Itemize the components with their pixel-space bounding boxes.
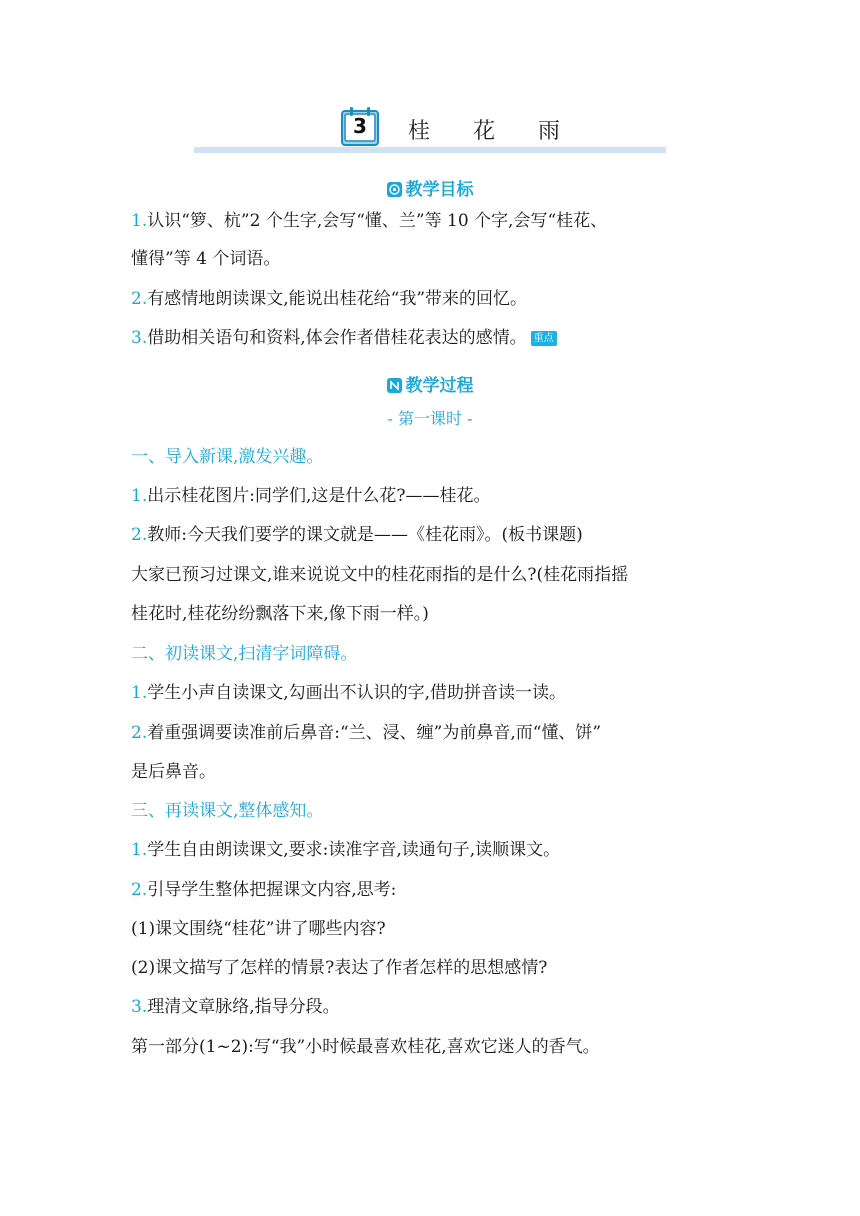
section-3-question-2: (2)课文描写了怎样的情景?表达了作者怎样的思想感情? xyxy=(131,958,548,978)
section-2-item-2: 2.着重强调要读准前后鼻音:“兰、浸、缠”为前鼻音,而“懂、饼” xyxy=(131,723,602,743)
section-2-title: 二、初读课文,扫清字词障碍。 xyxy=(131,644,358,664)
process-icon xyxy=(387,378,402,393)
process-heading-label: 教学过程 xyxy=(405,376,474,396)
goal-item-1: 1.认识“箩、杭”2 个生字,会写“懂、兰”等 10 个字,会写“桂花、 xyxy=(131,211,608,231)
section-3-title: 三、再读课文,整体感知。 xyxy=(131,801,324,821)
period-subtitle: - 第一课时 - xyxy=(387,409,473,428)
section-1-paragraph-cont: 桂花时,桂花纷纷飘落下来,像下雨一样。) xyxy=(131,604,429,624)
title-underline xyxy=(194,147,666,153)
goal-item-2: 2.有感情地朗读课文,能说出桂花给“我”带来的回忆。 xyxy=(131,289,528,309)
section-1-item-2: 2.教师:今天我们要学的课文就是——《桂花雨》。(板书课题) xyxy=(131,525,583,545)
process-heading xyxy=(0,371,860,396)
goals-heading-label: 教学目标 xyxy=(405,180,474,200)
section-3-item-2: 2.引导学生整体把握课文内容,思考: xyxy=(131,880,397,900)
goal-item-1-cont: 懂得”等 4 个词语。 xyxy=(131,249,281,269)
section-2-item-1: 1.学生小声自读课文,勾画出不认识的字,借助拼音读一读。 xyxy=(131,683,567,703)
section-3-item-3: 3.理清文章脉络,指导分段。 xyxy=(131,997,340,1017)
target-icon xyxy=(387,182,402,197)
lesson-title-block xyxy=(0,98,860,158)
section-1-title: 一、导入新课,激发兴趣。 xyxy=(131,447,324,467)
section-3-part-1: 第一部分(1~2):写“我”小时候最喜欢桂花,喜欢它迷人的香气。 xyxy=(131,1037,600,1057)
lesson-title: 桂 花 雨 xyxy=(408,119,578,144)
section-3-question-1: (1)课文围绕“桂花”讲了哪些内容? xyxy=(131,919,386,939)
lesson-number: 3 xyxy=(353,114,367,138)
goals-heading xyxy=(0,175,860,200)
section-1-item-1: 1.出示桂花图片:同学们,这是什么花?——桂花。 xyxy=(131,486,491,506)
key-point-badge: 重点 xyxy=(531,331,557,346)
section-1-paragraph: 大家已预习过课文,谁来说说文中的桂花雨指的是什么?(桂花雨指摇 xyxy=(131,565,629,585)
section-3-item-1: 1.学生自由朗读课文,要求:读准字音,读通句子,读顺课文。 xyxy=(131,840,561,860)
section-2-item-2-cont: 是后鼻音。 xyxy=(131,762,216,782)
goal-item-3: 3.借助相关语句和资料,体会作者借桂花表达的感情。 重点 xyxy=(131,327,557,349)
